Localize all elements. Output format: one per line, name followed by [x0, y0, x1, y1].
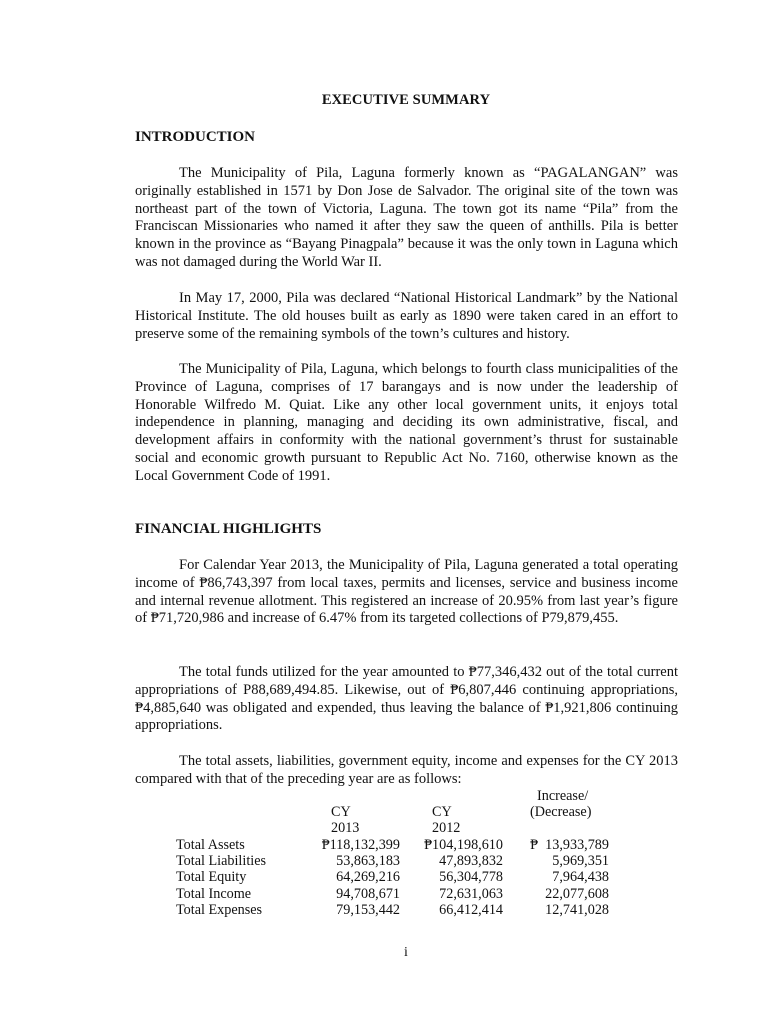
table-row [0, 886, 768, 902]
row-cy2012: 72,631,063 [439, 886, 503, 902]
row-cy2013: 53,863,183 [336, 853, 400, 869]
header-increase-line2: (Decrease) [530, 804, 592, 820]
header-increase-line1: Increase/ [537, 788, 589, 804]
table-row [0, 853, 768, 869]
introduction-heading: INTRODUCTION [135, 129, 256, 145]
row-change: 12,741,028 [545, 902, 609, 918]
row-change: ₱ 13,933,789 [530, 837, 609, 853]
intro-paragraph-2: In May 17, 2000, Pila was declared “National Historical Landmark” by the National Historical Institute. The old houses built as early as 1890 were taken cared in an effort to preserve some of the remaining symbols of the town’s cultures and history. [135, 290, 678, 342]
row-cy2013: ₱118,132,399 [321, 837, 400, 853]
row-change: 7,964,438 [552, 869, 609, 885]
page-number: i [404, 945, 408, 960]
row-cy2012: 56,304,778 [439, 869, 503, 885]
row-label: Total Expenses [176, 902, 263, 918]
intro-paragraph-1: The Municipality of Pila, Laguna formerly known as “PAGALANGAN” was originally established in 1571 by Don Jose de Salvador. The original site of the town was northeast part of the town of Victoria, Laguna. The town got its name “Pila” from the Franciscan Missionaries who named it after they saw the queen of anthills. Pila is better known in the province as “Bayang Pinagpala” because it was the only town in Laguna which was not damaged during the World War II. [135, 165, 678, 270]
row-cy2012: 47,893,832 [439, 853, 503, 869]
intro-paragraph-3: The Municipality of Pila, Laguna, which belongs to fourth class municipalities of the Province of Laguna, comprises of 17 barangays and is now under the leadership of Honorable Wilfredo M. Quiat. Like any other local government units, it enjoys total independence in planning, managing and deciding its own administrative, fiscal, and development affairs in conformity with the national government’s thrust for sustainable social and economic growth pursuant to Republic Act No. 7160, otherwise known as the Local Government Code of 1991. [135, 361, 678, 484]
page-title: EXECUTIVE SUMMARY [321, 92, 491, 108]
row-cy2013: 64,269,216 [336, 869, 400, 885]
row-label: Total Liabilities [176, 853, 267, 869]
row-label: Total Assets [176, 837, 245, 853]
table-row [0, 869, 768, 885]
row-change: 5,969,351 [552, 853, 609, 869]
row-change: 22,077,608 [545, 886, 609, 902]
row-label: Total Equity [176, 869, 247, 885]
row-cy2013: 79,153,442 [336, 902, 400, 918]
header-cy2012: CY 2012 [432, 804, 461, 837]
financial-paragraph-1: For Calendar Year 2013, the Municipality of Pila, Laguna generated a total operating income of ₱86,743,397 from local taxes, permits and licenses, service and business income and internal revenue allotment. This registered an increase of 20.95% from last year’s figure of ₱71,720,986 and increase of 6.47% from its targeted collections of P79,879,455. [135, 557, 678, 627]
row-label: Total Income [176, 886, 252, 902]
table-row [0, 837, 768, 853]
financial-highlights-heading: FINANCIAL HIGHLIGHTS [135, 521, 322, 537]
table-row [0, 902, 768, 918]
row-cy2012: ₱104,198,610 [424, 837, 503, 853]
row-cy2013: 94,708,671 [336, 886, 400, 902]
row-cy2012: 66,412,414 [439, 902, 503, 918]
financial-paragraph-3: The total assets, liabilities, government equity, income and expenses for the CY 2013 compared with that of the preceding year are as follows: [135, 753, 678, 787]
header-cy2013: CY 2013 [331, 804, 360, 837]
financial-paragraph-2: The total funds utilized for the year amounted to ₱77,346,432 out of the total current appropriations of P88,689,494.85. Likewise, out of ₱6,807,446 continuing appropriations, ₱4,885,640 was obligated and expended, thus leaving the balance of ₱1,921,806 continuing appropriations. [135, 664, 678, 734]
